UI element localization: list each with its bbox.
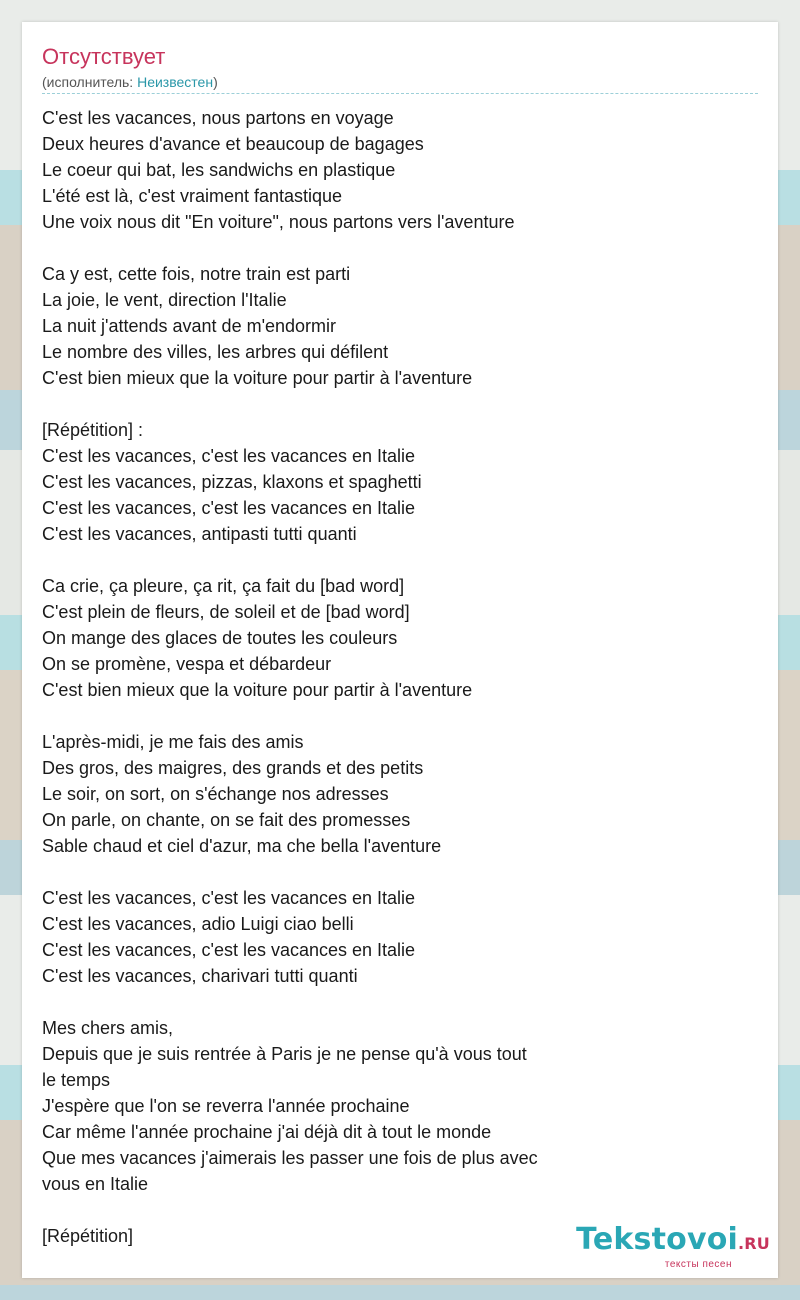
lyric-line: C'est bien mieux que la voiture pour partir à l'aventure bbox=[42, 368, 473, 388]
title-divider bbox=[42, 93, 758, 94]
lyrics-text bbox=[42, 105, 602, 1249]
lyric-line: C'est les vacances, c'est les vacances en Italie bbox=[42, 940, 416, 960]
lyric-line: Que mes vacances j'aimerais les passer une fois de plus avec bbox=[42, 1148, 538, 1168]
lyric-line: L'après-midi, je me fais des amis bbox=[42, 732, 304, 752]
lyric-line: C'est plein de fleurs, de soleil et de [bad word] bbox=[42, 602, 410, 622]
lyric-line: C'est les vacances, charivari tutti quanti bbox=[42, 966, 358, 986]
lyric-line: Ca crie, ça pleure, ça rit, ça fait du [bad word] bbox=[42, 576, 405, 596]
lyric-line: Ca y est, cette fois, notre train est parti bbox=[42, 264, 351, 284]
site-logo[interactable] bbox=[576, 1222, 770, 1270]
lyric-line: Des gros, des maigres, des grands et des petits bbox=[42, 758, 424, 778]
lyric-line: C'est les vacances, c'est les vacances en Italie bbox=[42, 498, 416, 518]
lyric-line: Une voix nous dit "En voiture", nous partons vers l'aventure bbox=[42, 212, 515, 232]
lyric-line: On mange des glaces de toutes les couleurs bbox=[42, 628, 398, 648]
stanza-break bbox=[42, 235, 602, 261]
artist-link[interactable]: Неизвестен bbox=[137, 74, 214, 90]
lyrics-card bbox=[22, 22, 778, 1278]
lyric-line: Le coeur qui bat, les sandwichs en plastique bbox=[42, 160, 396, 180]
artist-line bbox=[42, 73, 218, 91]
artist-prefix: (исполнитель: bbox=[42, 74, 138, 90]
stanza-break bbox=[42, 1197, 602, 1223]
lyric-line: Mes chers amis, bbox=[42, 1018, 174, 1038]
stanza-break bbox=[42, 703, 602, 729]
lyric-line: Le nombre des villes, les arbres qui défilent bbox=[42, 342, 389, 362]
lyric-line: C'est les vacances, nous partons en voyage bbox=[42, 108, 394, 128]
logo-tagline: тексты песен bbox=[664, 1259, 732, 1270]
artist-suffix: ) bbox=[213, 74, 218, 90]
lyric-line: Deux heures d'avance et beaucoup de bagages bbox=[42, 134, 424, 154]
lyric-line: La joie, le vent, direction l'Italie bbox=[42, 290, 287, 310]
lyric-line: Le soir, on sort, on s'échange nos adresses bbox=[42, 784, 389, 804]
lyric-line: [Répétition] : bbox=[42, 420, 144, 440]
logo-domain: .RU bbox=[738, 1234, 770, 1253]
lyric-line: La nuit j'attends avant de m'endormir bbox=[42, 316, 337, 336]
stanza-break bbox=[42, 547, 602, 573]
lyric-line: le temps bbox=[42, 1070, 111, 1090]
lyric-line: On se promène, vespa et débardeur bbox=[42, 654, 332, 674]
stanza-break bbox=[42, 989, 602, 1015]
lyric-line: L'été est là, c'est vraiment fantastique bbox=[42, 186, 343, 206]
lyric-line: J'espère que l'on se reverra l'année prochaine bbox=[42, 1096, 410, 1116]
logo-main-text: Tekstovoi bbox=[576, 1222, 738, 1257]
lyric-line: vous en Italie bbox=[42, 1174, 149, 1194]
lyric-line: Car même l'année prochaine j'ai déjà dit à tout le monde bbox=[42, 1122, 492, 1142]
lyric-line: Depuis que je suis rentrée à Paris je ne pense qu'à vous tout bbox=[42, 1044, 527, 1064]
logo-wordmark bbox=[576, 1222, 770, 1259]
lyric-line: C'est les vacances, antipasti tutti quanti bbox=[42, 524, 357, 544]
lyric-line: C'est les vacances, c'est les vacances en Italie bbox=[42, 888, 416, 908]
lyric-line: On parle, on chante, on se fait des promesses bbox=[42, 810, 411, 830]
stanza-break bbox=[42, 391, 602, 417]
lyric-line: C'est bien mieux que la voiture pour partir à l'aventure bbox=[42, 680, 473, 700]
song-title: Отсутствует bbox=[42, 44, 166, 69]
lyric-line: C'est les vacances, adio Luigi ciao belli bbox=[42, 914, 354, 934]
stanza-break bbox=[42, 859, 602, 885]
lyric-line: C'est les vacances, pizzas, klaxons et spaghetti bbox=[42, 472, 422, 492]
lyric-line: C'est les vacances, c'est les vacances en Italie bbox=[42, 446, 416, 466]
lyric-line: Sable chaud et ciel d'azur, ma che bella l'aventure bbox=[42, 836, 442, 856]
lyric-line: [Répétition] bbox=[42, 1226, 134, 1246]
